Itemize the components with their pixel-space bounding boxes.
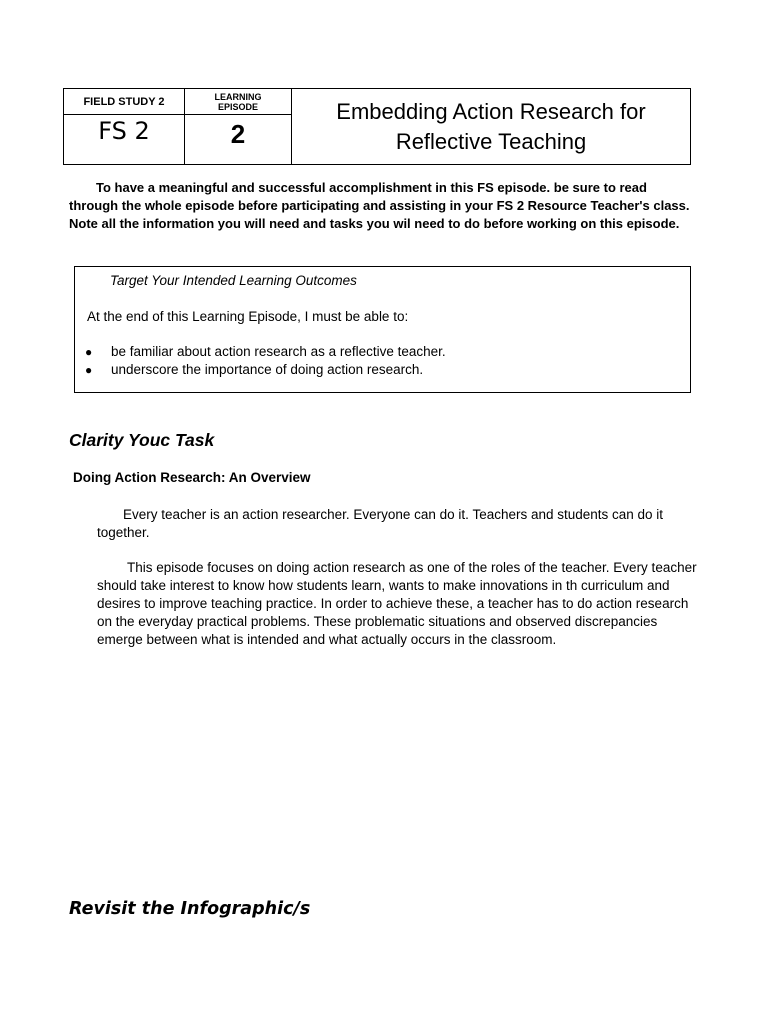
list-item [85,343,446,361]
field-study-code: FS 2 [64,115,185,164]
learning-outcomes-lead: At the end of this Learning Episode, I must be able to: [87,309,409,324]
learning-episode-label [185,89,292,115]
learning-episode-label-line1: LEARNING [214,91,262,102]
learning-episode-label-line2: EPISODE [217,101,258,112]
list-item-text: be familiar about action research as a reflective teacher. [111,344,446,359]
bullet-icon: ● [85,363,93,377]
task-paragraph-2: This episode focuses on doing action research as one of the roles of the teacher. Every teacher should take interest to know how students learn, wants to make innovations in th curriculum and desires to improve teaching practice. In order to achieve these, a teacher has to do action research on the everyday practical problems. These problematic situations and observed discrepancies emerge between what is intended and what actually occurs in the classroom. [97,560,697,647]
episode-title [292,89,690,164]
field-study-label: FIELD STUDY 2 [64,89,185,115]
task-section-title: Clarity Youc Task [69,430,215,450]
bullet-icon: ● [85,345,93,359]
learning-outcomes-box [74,266,691,393]
task-section-subtitle: Doing Action Research: An Overview [73,470,311,485]
episode-title-line2: Reflective Teaching [395,129,587,154]
list-item-text: underscore the importance of doing action research. [111,362,424,377]
episode-title-line1: Embedding Action Research for [336,99,646,124]
intro-paragraph: To have a meaningful and successful accomplishment in this FS episode. be sure to read through the whole episode before participating and assisting in your FS 2 Resource Teacher's class. Note all the information you will need and tasks you wil need to do before working on this episode. [69,180,690,231]
episode-header-table [63,88,691,165]
learning-episode-number: 2 [185,115,292,164]
list-item [85,361,446,379]
learning-outcomes-title: Target Your Intended Learning Outcomes [110,273,357,288]
task-paragraph-1: Every teacher is an action researcher. Everyone can do it. Teachers and students can do it together. [97,507,664,540]
revisit-infographic-title: Revisit the Infographic/s [69,899,311,919]
learning-outcomes-list [85,343,446,379]
